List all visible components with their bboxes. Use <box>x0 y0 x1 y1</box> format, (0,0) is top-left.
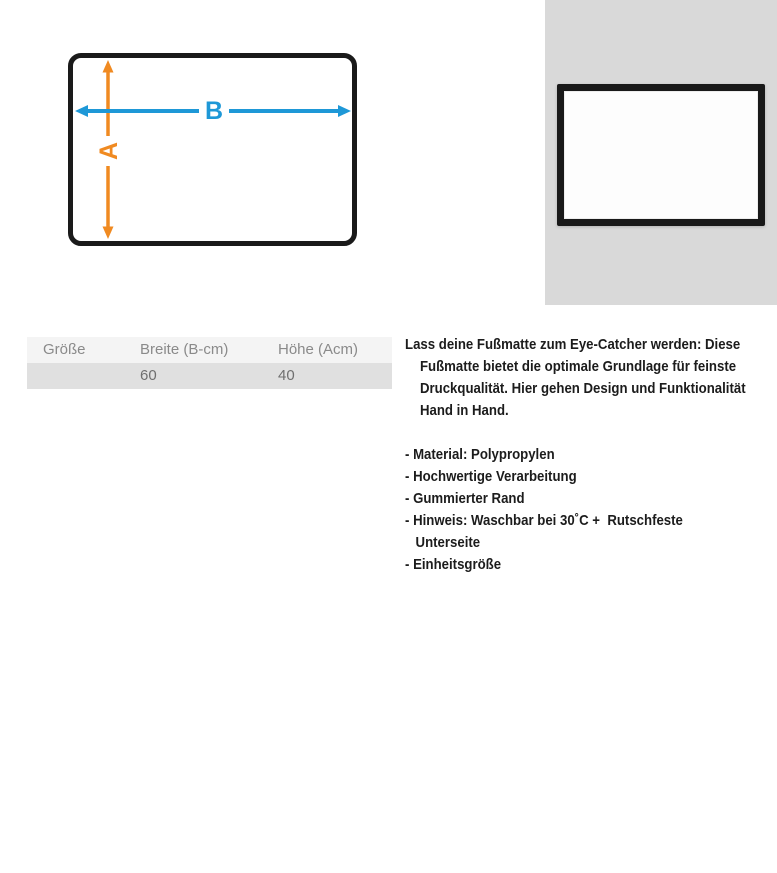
doormat-surface <box>564 91 758 219</box>
feature-item-wrap: Unterseite <box>415 534 481 551</box>
feature-item: - Gummierter Rand <box>405 490 525 507</box>
description-line: Hand in Hand. <box>419 402 509 419</box>
col-header-hoehe: Höhe (Acm) <box>278 341 359 358</box>
arrowhead-left-icon <box>75 105 88 117</box>
doormat-product-image <box>557 84 765 226</box>
arrowhead-down-icon <box>103 227 114 240</box>
cell-groesse <box>27 363 124 389</box>
description-line: Fußmatte bietet die optimale Grundlage für feinste <box>419 358 737 375</box>
size-table-row <box>27 363 392 389</box>
feature-list <box>405 444 732 576</box>
height-arrow <box>95 60 123 239</box>
size-table <box>27 337 392 389</box>
product-description <box>405 334 746 576</box>
description-line: Lass deine Fußmatte zum Eye-Catcher werden: Diese <box>405 336 741 353</box>
width-arrow <box>75 97 351 125</box>
cell-breite: 60 <box>140 367 157 384</box>
col-header-breite: Breite (B-cm) <box>140 341 229 358</box>
width-label: B <box>204 97 224 125</box>
description-line: Druckqualität. Hier gehen Design und Funktionalität <box>419 380 746 397</box>
col-header-groesse: Größe <box>43 341 86 358</box>
dimension-diagram <box>68 53 357 246</box>
feature-item: - Hinweis: Waschbar bei 30˚C + Rutschfeste <box>405 512 683 529</box>
arrowhead-up-icon <box>103 60 114 73</box>
feature-item: - Einheitsgröße <box>405 556 502 573</box>
product-image-panel[interactable] <box>545 0 777 305</box>
height-label: A <box>95 141 123 161</box>
size-table-header-row <box>27 337 392 363</box>
cell-hoehe: 40 <box>278 367 295 384</box>
description-intro <box>405 334 746 422</box>
feature-item: - Material: Polypropylen <box>405 446 555 463</box>
arrowhead-right-icon <box>338 105 351 117</box>
feature-item: - Hochwertige Verarbeitung <box>405 468 577 485</box>
